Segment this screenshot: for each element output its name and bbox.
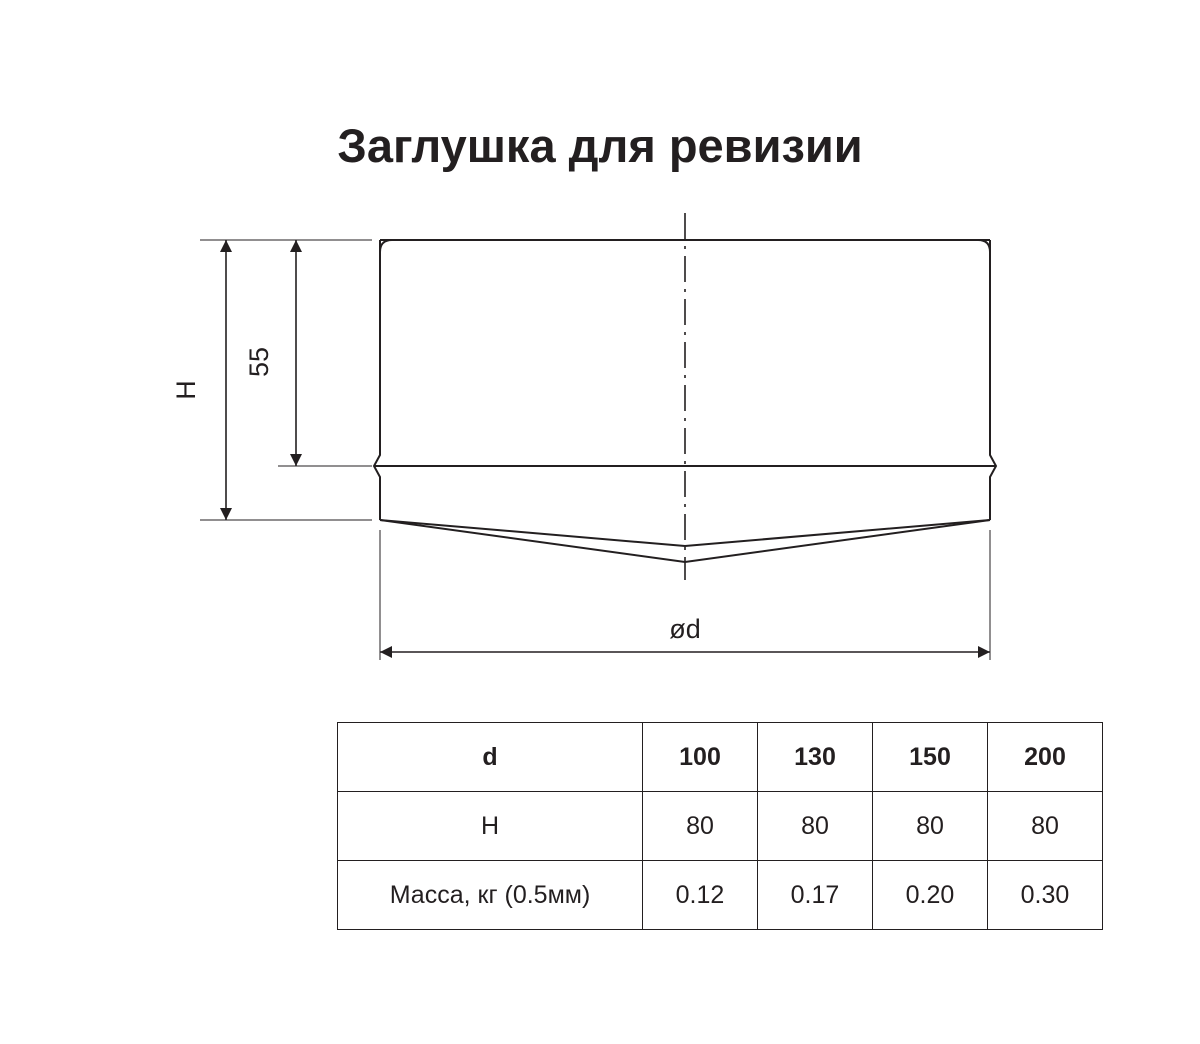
arrow-55-top [290,240,302,252]
table-row [338,792,1103,861]
dimension-label-diameter: ød [669,614,701,644]
table-cell-label: H [338,792,643,861]
dimension-label-55: 55 [244,346,274,378]
cap-corner-top-right [978,240,990,252]
table-cell-value: 80 [758,792,873,861]
table-cell-value: 130 [758,723,873,792]
table-row [338,861,1103,930]
specification-table [337,722,1103,930]
arrow-H-bottom [220,508,232,520]
table-cell-label: d [338,723,643,792]
table-cell-value: 0.17 [758,861,873,930]
table-cell-value: 150 [873,723,988,792]
cap-left-edge [374,240,380,520]
table-cell-value: 80 [873,792,988,861]
table-cell-value: 0.30 [988,861,1103,930]
table-cell-value: 80 [643,792,758,861]
table-cell-value: 100 [643,723,758,792]
table-row [338,723,1103,792]
table-cell-value: 80 [988,792,1103,861]
arrow-diameter-left [380,646,392,658]
table-cell-label: Масса, кг (0.5мм) [338,861,643,930]
arrow-H-top [220,240,232,252]
table-cell-value: 200 [988,723,1103,792]
cap-right-edge [990,240,996,520]
table-cell-value: 0.12 [643,861,758,930]
arrow-diameter-right [978,646,990,658]
arrow-55-bottom [290,454,302,466]
table-cell-value: 0.20 [873,861,988,930]
dimension-label-H: H [171,380,201,400]
page-title: Заглушка для ревизии [337,119,863,172]
cap-corner-top-left [380,240,392,252]
